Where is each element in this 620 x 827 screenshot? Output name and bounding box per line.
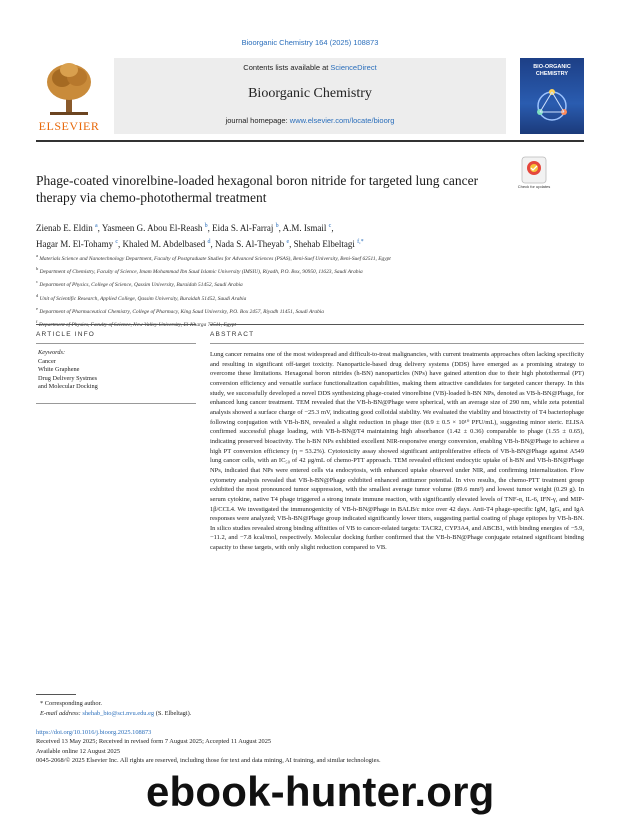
affiliation: [36, 264, 584, 277]
author-separator: ,: [278, 223, 283, 233]
email-label: E-mail address:: [40, 709, 83, 717]
author-name: Shehab Elbeltagi: [293, 239, 355, 249]
abstract-subrule: [210, 343, 584, 344]
author-separator: ,: [289, 239, 294, 249]
author[interactable]: [36, 239, 123, 249]
author-separator: ,: [210, 239, 216, 249]
keyword: Cancer: [38, 357, 56, 365]
copyright: 0045-2068/© 2025 Elsevier Inc. All rights are reserved, including those for text and data mining, AI training, and similar technologies.: [36, 757, 381, 765]
author-affiliation-mark[interactable]: c: [115, 239, 119, 245]
author-list: [36, 219, 584, 251]
footnote-rule: [36, 694, 76, 695]
homepage-line: [114, 116, 506, 125]
article-info-subrule: [36, 343, 196, 344]
email-line: [40, 709, 191, 719]
author-name: Zienab E. Eldin: [36, 223, 93, 233]
cover-title: BIO-ORGANIC CHEMISTRY: [533, 64, 571, 77]
author[interactable]: [212, 223, 283, 233]
email-link[interactable]: shehab_bio@sci.nvu.edu.eg: [82, 709, 155, 717]
author[interactable]: [36, 223, 102, 233]
contents-prefix: Contents lists available at: [243, 63, 331, 72]
email-suffix: (S. Elbeltagi).: [154, 709, 192, 717]
article-info-heading: ARTICLE INFO: [36, 331, 96, 338]
doi-link[interactable]: https://doi.org/10.1016/j.bioorg.2025.108873: [36, 729, 152, 736]
author[interactable]: [102, 223, 212, 233]
sciencedirect-link[interactable]: ScienceDirect: [330, 63, 377, 72]
affiliation: [36, 291, 584, 304]
article-info-rule: [36, 324, 196, 325]
author-name: Eida S. Al-Farraj: [212, 223, 274, 233]
check-updates-icon[interactable]: [521, 156, 547, 184]
author-affiliation-mark[interactable]: b: [204, 223, 208, 229]
article-title: Phage-coated vinorelbine-loaded hexagonal boron nitride for targeted lung cancer therapy via chemo-photothermal treatment: [36, 173, 479, 205]
affiliation-text: Department of Chemistry, Faculty of Science, Imam Mohammad Ibn Saud Islamic University (IMSIU), Riyadh, P.O. Box, 90950, 11623, Saudi Arabia: [39, 269, 363, 275]
author-separator: ,: [207, 223, 213, 233]
author-name: Yasmeen G. Abou El-Reash: [101, 223, 203, 233]
author-affiliation-mark[interactable]: e: [286, 239, 290, 245]
affiliation-text: Unit of Scientific Research, Applied College, Qassim University, Buraidah 51452, Saudi Arabia: [39, 295, 247, 302]
received-dates: Received 13 May 2025; Received in revised form 7 August 2025; Accepted 11 August 2025: [36, 738, 272, 746]
check-updates-label: Check for updates: [517, 184, 551, 189]
author-affiliation-mark[interactable]: f,*: [357, 239, 364, 245]
elsevier-wordmark: ELSEVIER: [38, 119, 100, 133]
keyword: and Molecular Docking: [38, 383, 98, 391]
publication-footer: [36, 728, 584, 766]
author-affiliation-mark[interactable]: c: [328, 223, 332, 229]
elsevier-tree-icon: [44, 60, 94, 118]
contents-line: [114, 63, 506, 72]
author-separator: ,: [118, 239, 123, 249]
journal-masthead: [36, 58, 584, 134]
author-separator: ,: [331, 223, 334, 233]
affiliation-mark: c: [36, 279, 38, 285]
affiliation-text: Department of Pharmaceutical Chemistry, College of Pharmacy, King Saud University, P.O. Box 2457, Riyadh 11451, Saudi Arabia: [39, 308, 324, 315]
author[interactable]: [123, 239, 215, 249]
journal-reference[interactable]: Bioorganic Chemistry 164 (2025) 108873: [241, 38, 379, 47]
affiliation: [36, 304, 584, 317]
masthead-center: [114, 58, 506, 134]
author-name: Nada S. Al-Theyab: [215, 239, 285, 249]
journal-name: Bioorganic Chemistry: [248, 86, 372, 101]
affiliation-mark: e: [36, 305, 38, 311]
watermark: ebook-hunter.org: [146, 768, 495, 815]
keyword: White Graphene: [38, 366, 80, 374]
author-affiliation-mark[interactable]: a: [94, 223, 98, 229]
available-online: Available online 12 August 2025: [36, 747, 121, 755]
author-name: Khaled M. Abdelbased: [122, 239, 206, 249]
journal-cover[interactable]: [520, 58, 584, 134]
corresponding-author-note: * Corresponding author.: [40, 700, 102, 707]
affiliation-text: Department of Physics, College of Science, Qassim University, Buraidah 51452, Saudi Arabia: [39, 282, 243, 289]
abstract-rule: [210, 324, 584, 325]
author-separator: ,: [97, 223, 102, 233]
masthead-rule: [36, 140, 584, 142]
abstract-text: Lung cancer remains one of the most widespread and difficult-to-treat malignancies, with current treatments approaches often lacking specificity and resulting in significant off-target toxicity. Nanoparticle-based drug delivery systems (DDS) have emerged as a promising strategy to overcome these limitations. Hexagonal boron nitrides (h-BN) nanoparticles (NPs) have gained attention due to their high photothermal (PT) conversion efficiency and versatile surface functionalization capabilities, making them attractive candidates for targeted cancer therapy. In this study, we successfully developed a novel DDS synthesizing phage-coated vinorelbine (VB)-loaded h-BN NPs, denoted as VB-h-BN@Phage, for enhanced lung cancer treatment. TEM revealed that the VB-h-BN@Phage were spherical, with an average size of 290 nm, while zeta potential analysis showed a surface charge of −25.3 mV, indicating good colloidal stability. We evaluated the viability and bioactivity of T4 bacteriophage following conjugation with VB-h-BN, revealed a slight reduction in phage titer (8.9 ± 0.5 × 10¹⁰ PFU/mL), suggesting minor steric. ELISA confirmed successful phage loading, with VB-h-BN@T4 maintaining high absorbance (1.42 ± 0.36) comparable to phage (1.55 ± 0.65), indicating preserved bioactivity. The h-BN NPs exhibited excellent NIR-responsive energy conversion, enabling VB-h-BN@Phage to achieve a high PT conversion efficiency (η = 53.2%). Cytotoxicity assay showed significant antiproliferative effects of VB-h-BN@Phage against A549 lung cancer cells, with an IC₅₀ of 42 μg/mL of chemo-PTT approach. TEM revealed efficient endocytic uptake of h-BN and VB-h-BN@Phage NPs, indicated that NPs were entered cells via endocytosis, with enhanced uptake observed under NIR, and confirming internalization. Flow cytometry analysis revealed that VB-h-BN@Phage exhibited enhanced antitumor potential. In vivo results, the chemo-PTT treatment group exhibited the most pronounced tumor suppression, with the smallest average tumor volume (89.6 mm³) and lowest tumor weight (0.29 g). In serum cytokine, native T4 phage triggered a strong innate immune reaction, with significantly elevated levels of TNF-α, IL-6, IFN-γ, and MIP-1β/CCL4. We investigated the immunogenicity of VB-h-BN@Phage in BALB/c mice over 42 days. Anti-T4 phage-specific IgM, IgG, and IgA responses were analyzed; VB-h-BN@Phage group indicated significantly lower titers, suggesting partial coating of phage epitopes by VB-h-BN. In silico studies revealed strong binding affinities of VB to cancer-related targets: TACR2, CYP3A4, and ABCB1, with binding energies of −5.9, −11.2, and −7.8 kcal/mol, respectively. Molecular docking further confirmed that the VB-h-BN@Phage conjugate retained significant binding capacity to these targets, with only slight reduction compared to VB.: [210, 351, 584, 552]
affiliation-text: Materials Science and Nanotechnology Department, Faculty of Postgraduate Studies for Advanced Sciences (PSAS), Beni-Suef University, Beni-Suef 62511, Egypt: [39, 255, 391, 262]
keywords-label: Keywords:: [38, 349, 66, 356]
author-name: A.M. Ismail: [282, 223, 327, 233]
affiliation: [36, 277, 584, 290]
author[interactable]: [294, 239, 364, 249]
author-affiliation-mark[interactable]: d: [207, 239, 211, 245]
abstract-heading: ABSTRACT: [210, 331, 255, 338]
affiliation-list: [36, 251, 584, 330]
affiliation: [36, 251, 584, 264]
homepage-prefix: journal homepage:: [225, 116, 290, 125]
cover-molecule-icon: [532, 86, 572, 126]
author-affiliation-mark[interactable]: b: [275, 223, 279, 229]
elsevier-logo[interactable]: [36, 58, 102, 134]
author[interactable]: [215, 239, 294, 249]
affiliation-mark: b: [36, 266, 39, 272]
affiliation-mark: d: [36, 292, 39, 298]
author[interactable]: [283, 223, 334, 233]
keyword: Drug Delivery Systmes: [38, 374, 98, 382]
journal-homepage-link[interactable]: www.elsevier.com/locate/bioorg: [289, 116, 395, 125]
affiliation-mark: a: [36, 253, 38, 258]
keywords-rule: [36, 403, 196, 404]
author-name: Hagar M. El-Tohamy: [36, 239, 114, 249]
corresponding-footnote: [40, 699, 191, 718]
keywords-block: [38, 349, 196, 392]
affiliation-mark: f: [36, 319, 38, 325]
